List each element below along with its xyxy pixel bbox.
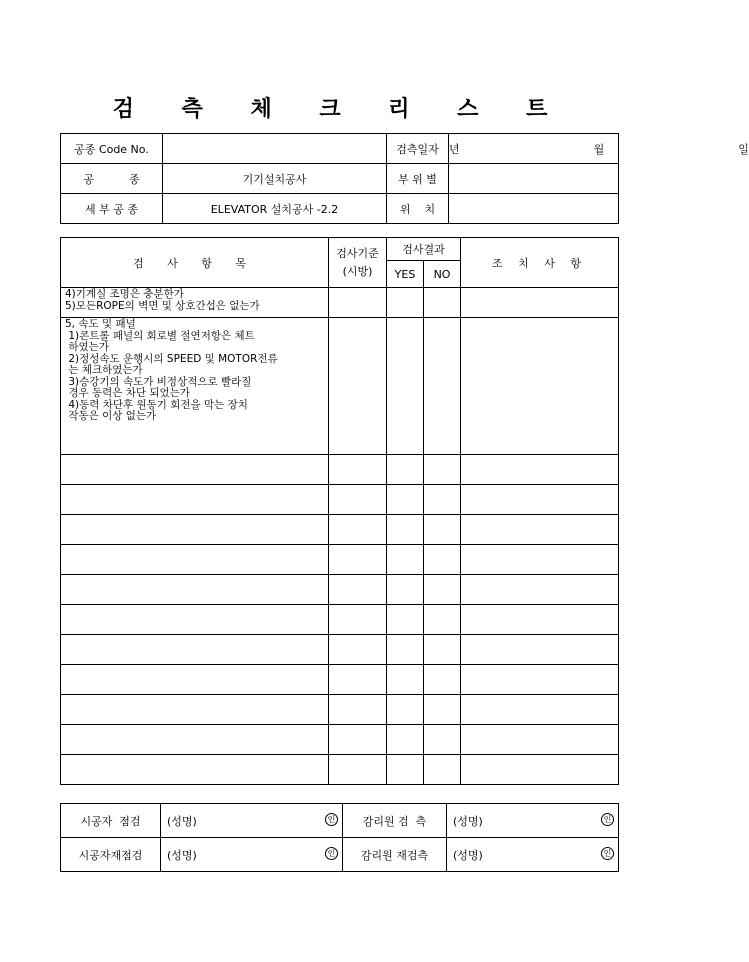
inspection-item-cell[interactable] xyxy=(61,575,329,605)
seal-icon: 인 xyxy=(325,847,338,860)
inspection-item-cell[interactable] xyxy=(61,515,329,545)
name-label: (성명) xyxy=(167,814,197,828)
col-inspection-result: 검사결과 xyxy=(387,238,461,261)
label-work-type: 공 종 xyxy=(61,164,163,194)
action-cell[interactable] xyxy=(461,605,619,635)
action-cell[interactable] xyxy=(461,545,619,575)
value-part[interactable] xyxy=(449,164,619,194)
table-row xyxy=(61,545,619,575)
action-cell[interactable] xyxy=(461,318,619,455)
header-row-work-type xyxy=(61,164,619,194)
standard-cell[interactable] xyxy=(329,485,387,515)
signoff-table xyxy=(60,803,619,872)
inspection-item-cell[interactable] xyxy=(61,635,329,665)
value-work-type[interactable]: 기기설치공사 xyxy=(163,164,387,194)
standard-cell[interactable] xyxy=(329,755,387,785)
action-cell[interactable] xyxy=(461,455,619,485)
value-work-code[interactable] xyxy=(163,134,387,164)
supervisor-recheck-sign[interactable] xyxy=(447,838,619,872)
table-row xyxy=(61,288,619,318)
no-cell[interactable] xyxy=(424,318,461,455)
signoff-row xyxy=(61,804,619,838)
label-sub-work-type: 세 부 공 종 xyxy=(61,194,163,224)
header-row-code xyxy=(61,134,619,164)
action-cell[interactable] xyxy=(461,635,619,665)
value-inspection-date[interactable]: 년 월 일 xyxy=(449,134,619,164)
yes-cell[interactable] xyxy=(387,605,424,635)
inspection-item-text: 4)기계실 조명은 충분한가 5)모든ROPE의 벽면 및 상호간섭은 없는가 xyxy=(61,288,329,318)
no-cell[interactable] xyxy=(424,725,461,755)
no-cell[interactable] xyxy=(424,575,461,605)
no-cell[interactable] xyxy=(424,635,461,665)
table-row xyxy=(61,485,619,515)
action-cell[interactable] xyxy=(461,515,619,545)
yes-cell[interactable] xyxy=(387,695,424,725)
no-cell[interactable] xyxy=(424,515,461,545)
inspection-item-cell[interactable] xyxy=(61,695,329,725)
inspection-item-cell[interactable] xyxy=(61,545,329,575)
yes-cell[interactable] xyxy=(387,515,424,545)
table-row xyxy=(61,725,619,755)
table-row xyxy=(61,665,619,695)
table-row xyxy=(61,455,619,485)
standard-cell[interactable] xyxy=(329,455,387,485)
standard-cell[interactable] xyxy=(329,318,387,455)
value-location[interactable] xyxy=(449,194,619,224)
col-inspection-standard: 검사기준 (시방) xyxy=(329,238,387,288)
inspection-table xyxy=(60,237,619,785)
contractor-check-label: 시공자 점검 xyxy=(61,804,161,838)
name-label: (성명) xyxy=(453,814,483,828)
standard-cell[interactable] xyxy=(329,515,387,545)
table-row xyxy=(61,755,619,785)
yes-cell[interactable] xyxy=(387,288,424,318)
yes-cell[interactable] xyxy=(387,725,424,755)
table-row xyxy=(61,515,619,545)
table-row xyxy=(61,318,619,455)
no-cell[interactable] xyxy=(424,288,461,318)
col-inspection-item: 검 사 항 목 xyxy=(61,238,329,288)
yes-cell[interactable] xyxy=(387,755,424,785)
action-cell[interactable] xyxy=(461,665,619,695)
header-info-table xyxy=(60,133,749,224)
label-inspection-date: 검측일자 xyxy=(387,134,449,164)
col-no: NO xyxy=(424,261,461,288)
standard-cell[interactable] xyxy=(329,575,387,605)
action-cell[interactable] xyxy=(461,725,619,755)
yes-cell[interactable] xyxy=(387,665,424,695)
contractor-recheck-sign[interactable] xyxy=(161,838,343,872)
action-cell[interactable] xyxy=(461,288,619,318)
inspection-item-cell[interactable] xyxy=(61,455,329,485)
no-cell[interactable] xyxy=(424,545,461,575)
action-cell[interactable] xyxy=(461,575,619,605)
seal-icon: 인 xyxy=(601,847,614,860)
inspection-item-text: 5, 속도 및 패널 1)콘트롤 패널의 회로별 절연저항은 체트 하였는가 2)정성속도 운행시의 SPEED 및 MOTOR전류 는 체크하였는가 3)승강기의 속도가 비정상적으로 빨라질 경우 동력은 차단 되었는가 4)동력 차단후 원동기 회전을 막는 장치 작동은 이상 없는가 xyxy=(61,318,329,455)
value-sub-work-type[interactable]: ELEVATOR 설치공사 -2.2 xyxy=(163,194,387,224)
yes-cell[interactable] xyxy=(387,318,424,455)
contractor-check-sign[interactable] xyxy=(161,804,343,838)
name-label: (성명) xyxy=(453,848,483,862)
standard-cell[interactable] xyxy=(329,695,387,725)
table-row xyxy=(61,635,619,665)
action-cell[interactable] xyxy=(461,695,619,725)
contractor-recheck-label: 시공자재점검 xyxy=(61,838,161,872)
standard-cell[interactable] xyxy=(329,665,387,695)
page-title: 검 측 체 크 리 스 트 xyxy=(112,96,568,122)
label-work-code: 공종 Code No. xyxy=(61,134,163,164)
standard-cell[interactable] xyxy=(329,635,387,665)
inspection-item-cell[interactable] xyxy=(61,725,329,755)
no-cell[interactable] xyxy=(424,485,461,515)
supervisor-check-sign[interactable] xyxy=(447,804,619,838)
standard-cell[interactable] xyxy=(329,605,387,635)
no-cell[interactable] xyxy=(424,605,461,635)
inspection-item-cell[interactable] xyxy=(61,665,329,695)
table-row xyxy=(61,605,619,635)
table-row xyxy=(61,575,619,605)
name-label: (성명) xyxy=(167,848,197,862)
header-row-sub-work xyxy=(61,194,619,224)
action-cell[interactable] xyxy=(461,485,619,515)
inspection-item-cell[interactable] xyxy=(61,755,329,785)
standard-cell[interactable] xyxy=(329,725,387,755)
yes-cell[interactable] xyxy=(387,455,424,485)
no-cell[interactable] xyxy=(424,755,461,785)
no-cell[interactable] xyxy=(424,665,461,695)
standard-cell[interactable] xyxy=(329,545,387,575)
supervisor-check-label: 감리원 검 측 xyxy=(343,804,447,838)
yes-cell[interactable] xyxy=(387,635,424,665)
no-cell[interactable] xyxy=(424,695,461,725)
label-part: 부 위 별 xyxy=(387,164,449,194)
inspection-item-cell[interactable] xyxy=(61,485,329,515)
col-yes: YES xyxy=(387,261,424,288)
col-action: 조 치 사 항 xyxy=(461,238,619,288)
inspection-item-cell[interactable] xyxy=(61,605,329,635)
no-cell[interactable] xyxy=(424,455,461,485)
table-row xyxy=(61,695,619,725)
yes-cell[interactable] xyxy=(387,575,424,605)
action-cell[interactable] xyxy=(461,755,619,785)
seal-icon: 인 xyxy=(325,813,338,826)
supervisor-recheck-label: 감리원 재검측 xyxy=(343,838,447,872)
inspection-header-row xyxy=(61,238,619,261)
yes-cell[interactable] xyxy=(387,545,424,575)
standard-cell[interactable] xyxy=(329,288,387,318)
label-location: 위 치 xyxy=(387,194,449,224)
seal-icon: 인 xyxy=(601,813,614,826)
yes-cell[interactable] xyxy=(387,485,424,515)
signoff-row xyxy=(61,838,619,872)
